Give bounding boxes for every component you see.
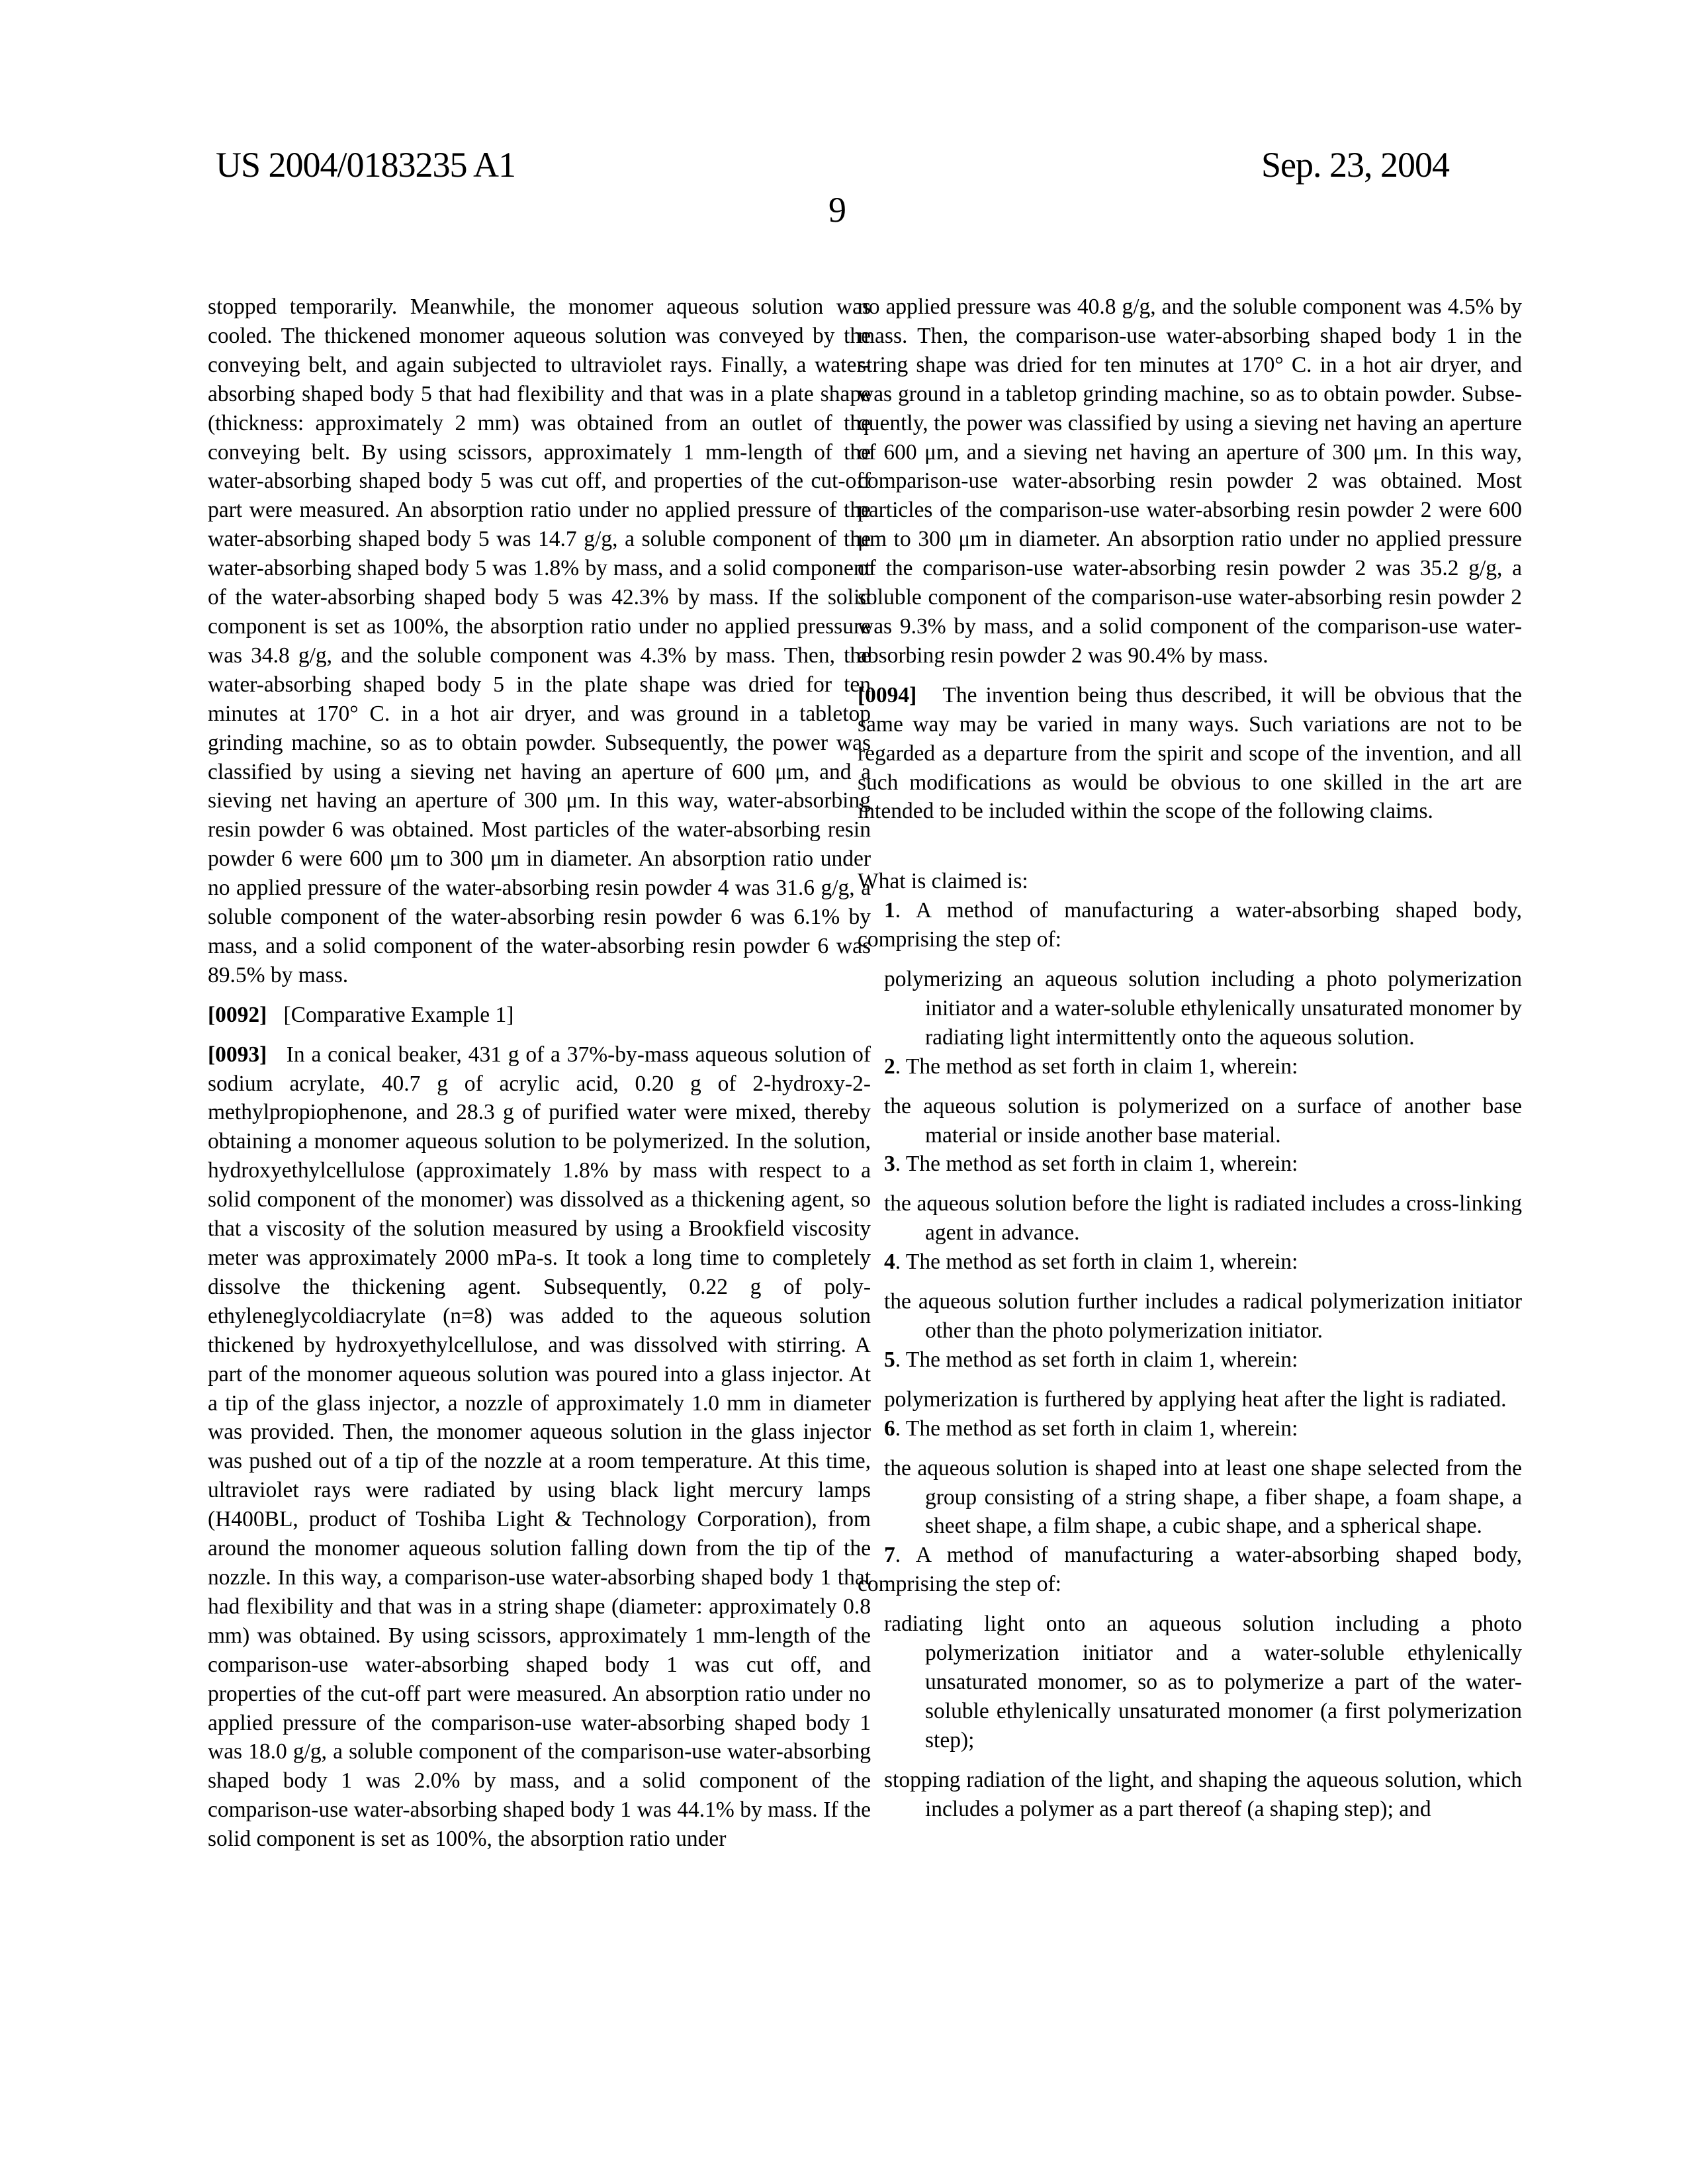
claim-preamble: . The method as set forth in claim 1, wherein: xyxy=(895,1416,1298,1441)
paragraph-text: The invention being thus described, it will be obvious that the same way may be varied in many ways. Such variations are not to be regarded as a departure from the spirit and scope of the invention, and all such modifi­cations as would be obvious to one skilled in the art are intended to be included within the scope of the following claims. xyxy=(858,683,1522,824)
claim-3-head xyxy=(858,1150,1522,1179)
claim-1-head xyxy=(858,896,1522,954)
claim-4-head xyxy=(858,1248,1522,1277)
publication-date: Sep. 23, 2004 xyxy=(1261,144,1449,185)
claim-2-element: the aqueous solution is polymerized on a surface of another base material or inside another base material. xyxy=(858,1092,1522,1150)
paragraph-continuation: no applied pressure was 40.8 g/g, and the soluble component was 4.5% by mass. Then, the comparison-use water-absorb­ing shaped body 1 in the string shape was dried for ten minutes at 170° C. in a hot air dryer, and was ground in a tabletop grinding machine, so as to obtain powder. Subse­quently, the power was classified by using a sieving net having an aperture of 600 μm, and a sieving net having an aperture of 300 μm. In this way, comparison-use water-absorbing resin powder 2 was obtained. Most particles of the comparison-use water-absorbing resin powder 2 were 600 μm to 300 μm in diameter. An absorption ratio under no applied pressure of the comparison-use water-absorbing resin powder 2 was 35.2 g/g, a soluble component of the comparison-use water-absorbing resin powder 2 was 9.3% by mass, and a solid component of the comparison-use water-absorbing resin powder 2 was 90.4% by mass. xyxy=(858,293,1522,670)
claim-1-element: polymerizing an aqueous solution including a photo poly­merization initiator and a water-soluble ethylenically unsaturated monomer by radiating light intermittently onto the aqueous solution. xyxy=(858,965,1522,1052)
claim-7-element: stopping radiation of the light, and shaping the aqueous solution, which includes a polymer as a part thereof (a shaping step); and xyxy=(858,1766,1522,1824)
paragraph-text: In a conical beaker, 431 g of a 37%-by-mass aqueous solution of sodium acrylate, 40.7 g of acrylic acid, 0.20 g of 2-hydroxy-2-methylpropiophenone, and 28.3 g of purified water were mixed, thereby obtaining a monomer aqueous solution to be polymerized. In the solution, hydroxyethylcellulose (approximately 1.8% by mass with respect to a solid component of the monomer) was dissolved as a thickening agent, so that a viscosity of the solution measured by using a Brookfield viscosity meter was approximately 2000 mPa-s. It took a long time to completely dissolve the thickening agent. Subsequently, 0.22 g of poly­ethyleneglycoldiacrylate (n=8) was added to the aqueous solution thickened by hydroxyethylcellulose, and was dis­solved with stirring. A part of the monomer aqueous solution was poured into a glass injector. At a tip of the glass injector, a nozzle of approximately 1.0 mm in diameter was provided. Then, the monomer aqueous solution in the glass injector was pushed out of a tip of the nozzle at a room temperature. At this time, ultraviolet rays were radiated by using black light mercury lamps (H400BL, product of Toshiba Light & Technology Corporation), from around the monomer aque­ous solution falling down from the tip of the nozzle. In this way, a comparison-use water-absorbing shaped body 1 that had flexibility and that was in a string shape (diameter: approximately 0.8 mm) was obtained. By using scissors, approximately 1 mm-length of the comparison-use water-absorbing shaped body 1 was cut off, and properties of the cut-off part were measured. An absorption ratio under no applied pressure of the comparison-use water-absorbing shaped body 1 was 18.0 g/g, a soluble component of the comparison-use water-absorbing shaped body 1 was 2.0% by mass, and a solid component of the comparison-use water-absorbing shaped body 1 was 44.1% by mass. If the solid component is set as 100%, the absorption ratio under xyxy=(208,1042,871,1851)
paragraph-0094 xyxy=(858,681,1522,827)
paragraph-0092 xyxy=(208,1001,871,1030)
claims-list xyxy=(858,896,1522,1823)
claim-5-element: polymerization is furthered by applying heat after the light is radiated. xyxy=(858,1385,1522,1414)
left-column xyxy=(208,293,871,1854)
claim-preamble: . The method as set forth in claim 1, wherein: xyxy=(895,1152,1298,1176)
claim-preamble: . A method of manufacturing a water-absorbing shaped body, comprising the step of: xyxy=(858,898,1522,952)
claim-2-head xyxy=(858,1052,1522,1081)
claim-6-head xyxy=(858,1414,1522,1443)
paragraph-continuation: stopped temporarily. Meanwhile, the monomer aqueous solution was cooled. The thickened monomer aqueous solu­tion was conveyed by the conveying belt, and again sub­jected to ultraviolet rays. Finally, a water-absorbing shaped body 5 that had flexibility and that was in a plate shape (thickness: approximately 2 mm) was obtained from an outlet of the conveying belt. By using scissors, approxi­mately 1 mm-length of the water-absorbing shaped body 5 was cut off, and properties of the cut-off part were measured. An absorption ratio under no applied pressure of the water-absorbing shaped body 5 was 14.7 g/g, a soluble component of the water-absorbing shaped body 5 was 1.8% by mass, and a solid component of the water-absorbing shaped body 5 was 42.3% by mass. If the solid component is set as 100%, the absorption ratio under no applied pressure was 34.8 g/g, and the soluble component was 4.3% by mass. Then, the water-absorbing shaped body 5 in the plate shape was dried for ten minutes at 170° C. in a hot air dryer, and was ground in a tabletop grinding machine, so as to obtain powder. Subsequently, the power was classified by using a sieving net having an aperture of 600 μm, and a sieving net having an aperture of 300 μm. In this way, water-absorbing resin powder 6 was obtained. Most particles of the water-absorb­ing resin powder 6 were 600 μm to 300 μm in diameter. An absorption ratio under no applied pressure of the water-absorbing resin powder 4 was 31.6 g/g, a soluble component of the water-absorbing resin powder 6 was 6.1% by mass, and a solid component of the water-absorbing resin powder 6 was 89.5% by mass. xyxy=(208,293,871,990)
claim-number: 4 xyxy=(884,1250,895,1274)
claim-7-head xyxy=(858,1541,1522,1599)
page-number: 9 xyxy=(828,189,846,230)
claim-5-head xyxy=(858,1345,1522,1375)
paragraph-number: [0094] xyxy=(858,683,916,707)
paragraph-number: [0092] xyxy=(208,1003,267,1027)
claim-number: 6 xyxy=(884,1416,895,1441)
right-column xyxy=(858,293,1522,1824)
claim-preamble: . The method as set forth in claim 1, wherein: xyxy=(895,1347,1298,1372)
claim-number: 5 xyxy=(884,1347,895,1372)
claim-number: 7 xyxy=(884,1543,895,1567)
claim-6-element: the aqueous solution is shaped into at least one shape selected from the group consisting of a string shape, a fiber shape, a foam shape, a sheet shape, a film shape, a cubic shape, and a spherical shape. xyxy=(858,1454,1522,1541)
publication-number: US 2004/0183235 A1 xyxy=(216,144,515,185)
paragraph-number: [0093] xyxy=(208,1042,267,1067)
claim-3-element: the aqueous solution before the light is radiated includes a cross-linking agent in advance. xyxy=(858,1189,1522,1248)
claim-preamble: . The method as set forth in claim 1, wherein: xyxy=(895,1250,1298,1274)
claim-preamble: . A method of manufacturing a water-absorbing shaped body, comprising the step of: xyxy=(858,1543,1522,1596)
claim-4-element: the aqueous solution further includes a radical polymer­ization initiator other than the photo polymerization initiator. xyxy=(858,1287,1522,1345)
claims-intro: What is claimed is: xyxy=(858,867,1522,896)
claim-number: 2 xyxy=(884,1054,895,1079)
section-heading: [Comparative Example 1] xyxy=(283,1003,513,1027)
claim-number: 1 xyxy=(884,898,895,923)
claim-number: 3 xyxy=(884,1152,895,1176)
claim-preamble: . The method as set forth in claim 1, wherein: xyxy=(895,1054,1298,1079)
paragraph-0093 xyxy=(208,1040,871,1854)
claim-7-element: radiating light onto an aqueous solution including a photo polymerization initiator and a water-soluble ethyleni­cally unsaturated monomer, so as to polymerize a part of the water-soluble ethylenically unsaturated mono­mer (a first polymerization step); xyxy=(858,1610,1522,1755)
